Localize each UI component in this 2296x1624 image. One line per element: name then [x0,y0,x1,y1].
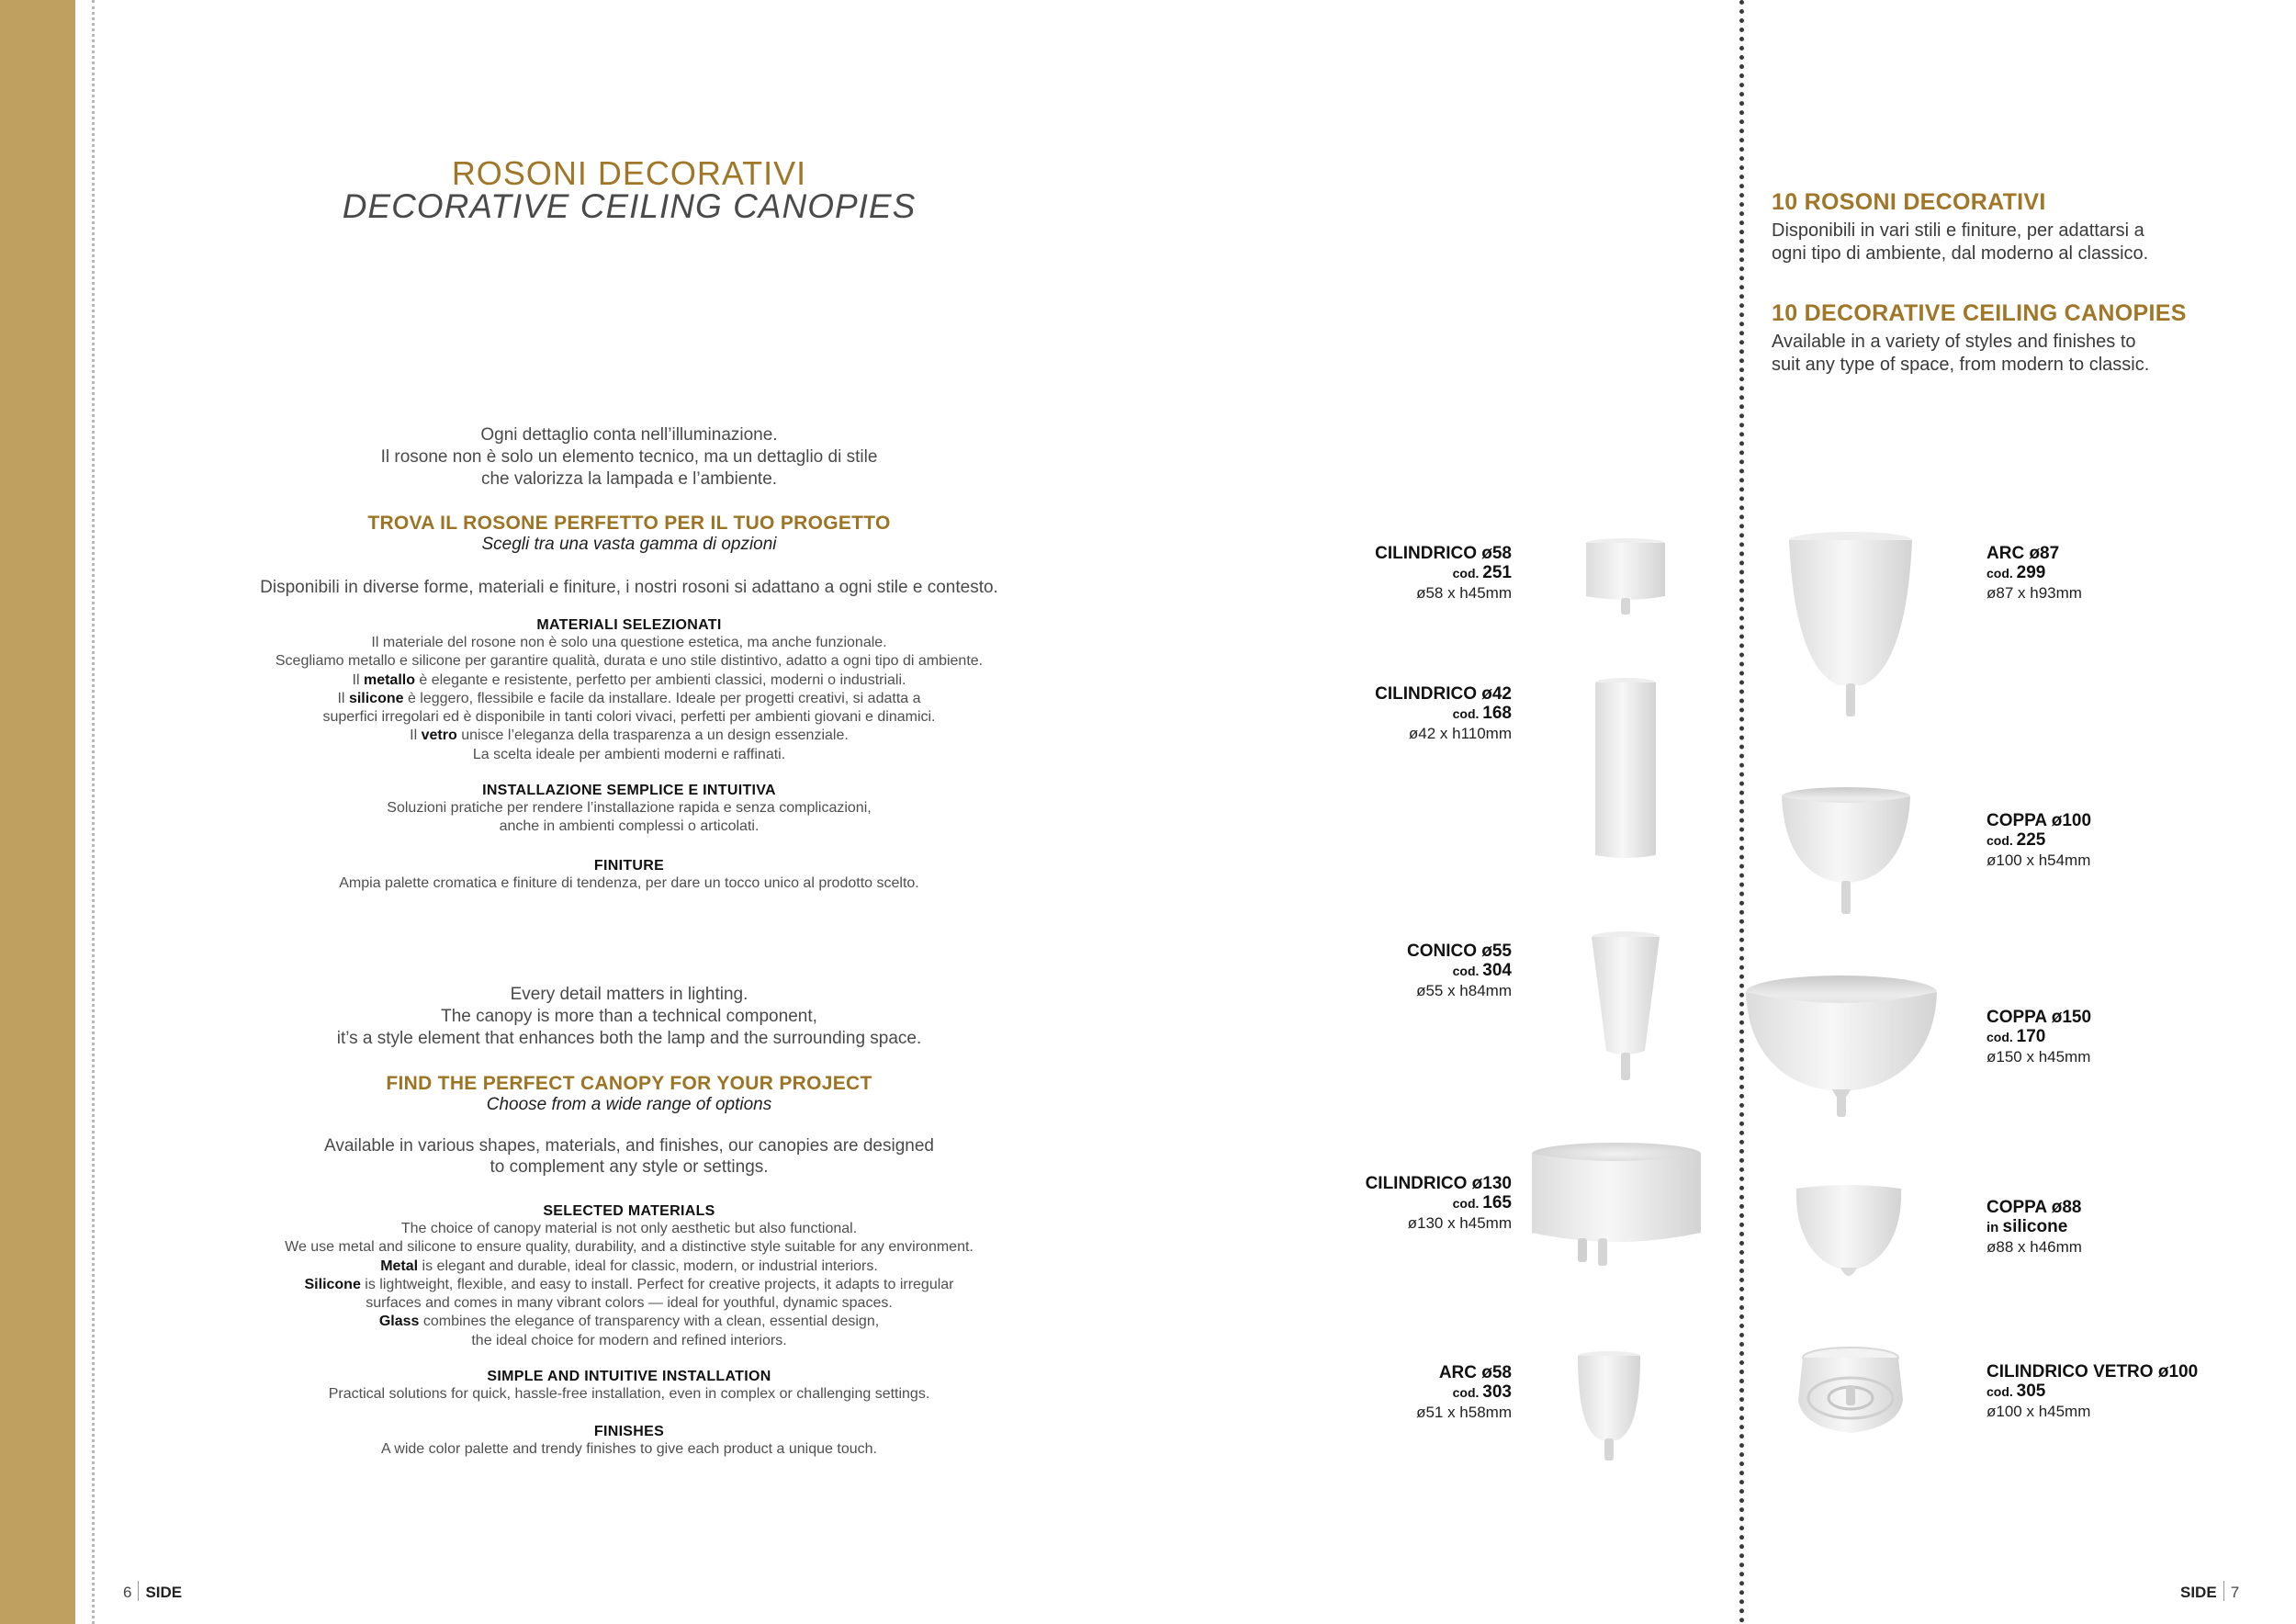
materials-heading-it: MATERIALI SELEZIONATI [536,617,722,633]
canopy-conico-55-image [1580,930,1671,1084]
available-text-it: Disponibili in diverse forme, materiali e finiture, i nostri rosoni si adattano a ogni stile e contesto. [260,578,998,597]
gold-side-band [0,0,75,1624]
page-title-it: ROSONI DECORATIVI [451,154,807,192]
product-label: ARC ø87 cod. 299 ø87 x h93mm [1986,544,2082,602]
canopy-coppa-100-image [1777,785,1915,919]
summary-it: 10 ROSONI DECORATIVI Disponibili in vari stili e finiture, per adattarsi a ogni tipo di ambiente, dal moderno al classico. [1772,189,2149,264]
canopy-cilindrico-42-image [1589,677,1662,864]
finish-section-it: FINITURE Ampia palette cromatica e finiture di tendenza, per dare un tocco unico al prodotto scelto. [339,858,919,891]
finish-section-en: FINISHES A wide color palette and trendy finishes to give each product a unique touch. [381,1424,877,1457]
materials-section-it: MATERIALI SELEZIONATI Il materiale del rosone non è solo una questione estetica, ma anche funzionale. Scegliamo metallo e silicone per garantire qualità, durata e uno stile distintivo, adatto a ogni tipo di ambiente. Il metallo è elegante e resistente, perfetto per ambienti classici, moderni o industriali. Il silicone è leggero, flessibile e facile da installare. Ideale per progetti creativi, si adatta a superfici irregolari ed è disponibile in tanti colori vivaci, perfetti per ambienti giovani e dinamici. Il vetro unisce l’eleganza della trasparenza a un design essenziale. La scelta ideale per ambienti moderni e raffinati. [156,617,1102,764]
headline-en: FIND THE PERFECT CANOPY FOR YOUR PROJECT [386,1073,872,1094]
canopy-coppa-150-image [1740,972,1942,1121]
available-text-en: Available in various shapes, materials, and finishes, our canopies are designed to complement any style or settings. [324,1136,934,1177]
subline-it: Scegli tra una vasta gamma di opzioni [481,535,777,554]
footer-right: SIDE 7 [2180,1581,2239,1602]
product-label: COPPA ø100 cod. 225 ø100 x h54mm [1986,811,2092,869]
footer-left: 6 SIDE [123,1581,182,1602]
intro-text-en: Every detail matters in lighting. The canopy is more than a technical component, it’s a style element that enhances both the lamp and the surrounding space. [336,985,922,1048]
intro-text-it: Ogni dettaglio conta nell’illuminazione. Il rosone non è solo un elemento tecnico, ma un dettaglio di stile che valorizza la lampada e l’ambiente. [380,425,878,489]
materials-section-en: SELECTED MATERIALS The choice of canopy material is not only aesthetic but also functional. We use metal and silicone to ensure quality, durability, and a distinctive style suitable for any environment. Metal is elegant and durable, ideal for classic, modern, or industrial interiors. Silicone is lightweight, flexible, and easy to install. Perfect for creative projects, it adapts to irregular surfaces and comes in many vibrant colors — ideal for youthful, dynamic spaces. Glass combines the elegance of transparency with a clean, essential design, the ideal choice for modern and refined interiors. [285,1203,974,1348]
product-label: CONICO ø55 cod. 304 ø55 x h84mm [1406,942,1512,999]
product-label: COPPA ø88 in silicone ø88 x h46mm [1986,1198,2082,1256]
canopy-cilindrico-130-image [1526,1141,1706,1274]
product-label: CILINDRICO VETRO ø100 cod. 305 ø100 x h45mm [1986,1362,2199,1420]
product-label: CILINDRICO ø130 cod. 165 ø130 x h45mm [1365,1174,1512,1232]
install-section-it: INSTALLAZIONE SEMPLICE E INTUITIVA Soluzioni pratiche per rendere l’installazione rapida e senza complicazioni, anche in ambienti complessi o articolati. [387,783,872,835]
canopy-cilindrico-58-image [1580,537,1671,629]
canopy-arc-87-image [1782,531,1919,719]
product-label: CILINDRICO ø42 cod. 168 ø42 x h110mm [1375,684,1512,742]
canopy-coppa-88-silicone-image [1789,1181,1908,1287]
summary-en: 10 DECORATIVE CEILING CANOPIES Available in a variety of styles and finishes to suit any type of space, from modern to classic. [1772,300,2187,375]
install-section-en: SIMPLE AND INTUITIVE INSTALLATION Practical solutions for quick, hassle-free installation, even in complex or challenging settings. [328,1369,930,1402]
product-label: ARC ø58 cod. 303 ø51 x h58mm [1416,1363,1512,1421]
product-label: CILINDRICO ø58 cod. 251 ø58 x h45mm [1375,544,1512,602]
subline-en: Choose from a wide range of options [486,1095,772,1114]
headline-it: TROVA IL ROSONE PERFETTO PER IL TUO PROGETTO [367,513,891,534]
page-title-en: DECORATIVE CEILING CANOPIES [342,187,917,225]
canopy-arc-58-image [1572,1350,1646,1465]
product-label: COPPA ø150 cod. 170 ø150 x h45mm [1986,1008,2092,1066]
page-divider-dotted-line [1739,0,1744,1624]
dotted-margin-line [92,0,95,1624]
canopy-cilindrico-vetro-100-image [1789,1345,1912,1448]
